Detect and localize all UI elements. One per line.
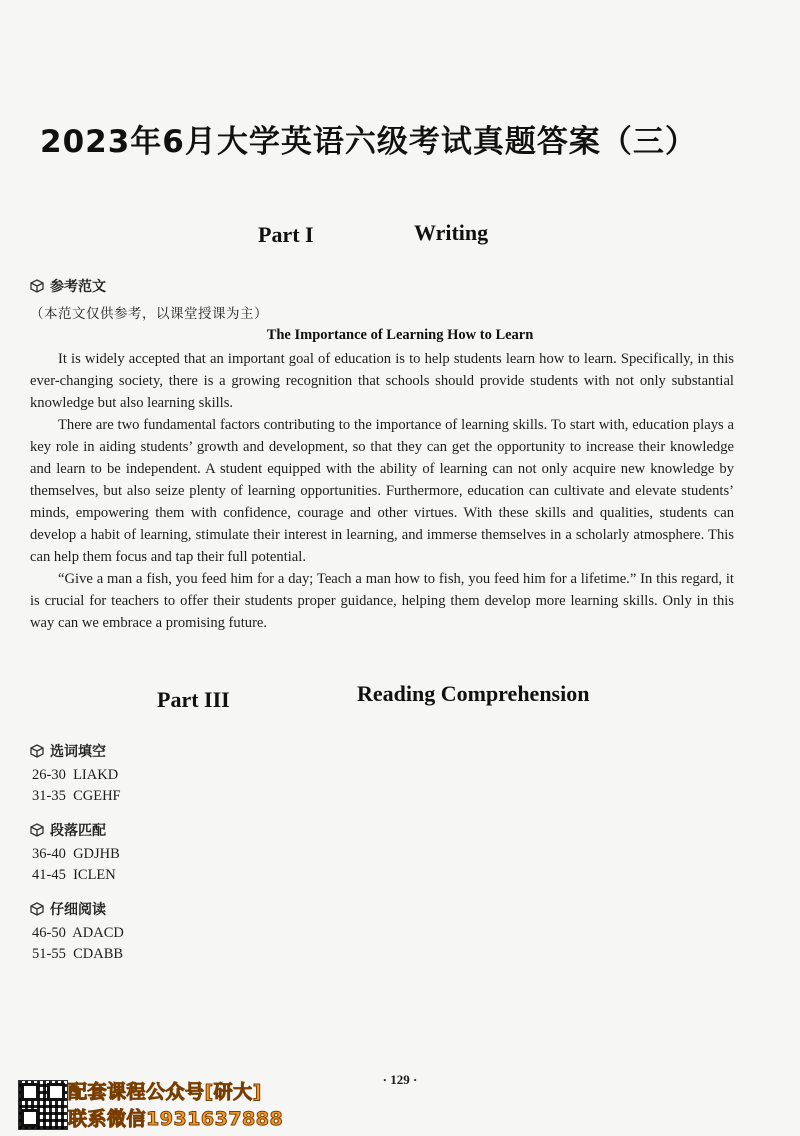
part1-label: Part I xyxy=(258,222,314,247)
promo-line-2: 联系微信1931637888 xyxy=(68,1108,284,1130)
promo-line-1: 配套课程公众号[研大] xyxy=(68,1081,262,1103)
qr-code xyxy=(18,1080,68,1130)
answer-line: 36-40 GDJHB xyxy=(32,846,120,862)
answer-line: 31-35 CGEHF xyxy=(32,788,121,804)
cube-icon xyxy=(30,902,44,916)
answer-line: 41-45 ICLEN xyxy=(32,867,116,883)
cube-icon xyxy=(30,744,44,758)
page-number: · 129 · xyxy=(382,1072,418,1087)
section-heading-careful-reading xyxy=(30,899,106,919)
essay-body xyxy=(30,348,734,634)
section-heading-banked-cloze xyxy=(30,741,106,761)
cube-icon xyxy=(30,279,44,293)
answer-line: 51-55 CDABB xyxy=(32,946,124,962)
reference-note: （本范文仅供参考，以课堂授课为主） xyxy=(30,306,268,322)
essay-paragraph-3: “Give a man a fish, you feed him for a day; Teach a man how to fish, you feed him for a lifetime.” In this regard, it is crucial for teachers to offer their students proper guidance, helping them develop more learning skills. Only in this way can we embrace a promising future. xyxy=(30,571,734,631)
cube-icon xyxy=(30,823,44,837)
reference-heading xyxy=(30,276,106,296)
answer-list-careful-reading xyxy=(32,923,124,965)
section-heading-matching xyxy=(30,820,106,840)
reference-heading-label: 参考范文 xyxy=(50,279,106,295)
essay-paragraph-1: It is widely accepted that an important goal of education is to help students learn how to learn. Specifically, in this ever-changing society, there is a growing recognition that schools should provide students with not only substantial knowledge but also learning skills. xyxy=(30,351,734,411)
answer-line: 26-30 LIAKD xyxy=(32,767,119,783)
part1-name: Writing xyxy=(414,220,489,245)
section-heading-label: 仔细阅读 xyxy=(50,902,106,918)
answer-line: 46-50 ADACD xyxy=(32,925,124,941)
essay-paragraph-2: There are two fundamental factors contributing to the importance of learning skills. To start with, education plays a key role in aiding students’ growth and development, so that they can get the opportunity to increase their knowledge and learn to be independent. A student equipped with the ability of learning can not only acquire new knowledge by themselves, but also seize plenty of learning opportunities. Furthermore, education can cultivate and elevate students’ minds, empowering them with confidence, courage and other virtues. With these skills and qualities, students can develop a habit of learning, stimulate their interest in learning, and immerse themselves in a scholarly atmosphere. This can help them focus and tap their full potential. xyxy=(30,417,734,565)
part3-name: Reading Comprehension xyxy=(357,681,590,706)
answer-list-banked-cloze xyxy=(32,765,121,807)
page-title: 2023年6月大学英语六级考试真题答案（三） xyxy=(40,124,697,160)
essay-title: The Importance of Learning How to Learn xyxy=(266,327,534,343)
section-heading-label: 选词填空 xyxy=(50,744,106,760)
answer-list-matching xyxy=(32,844,120,886)
section-heading-label: 段落匹配 xyxy=(50,823,106,839)
part3-label: Part III xyxy=(157,687,230,712)
